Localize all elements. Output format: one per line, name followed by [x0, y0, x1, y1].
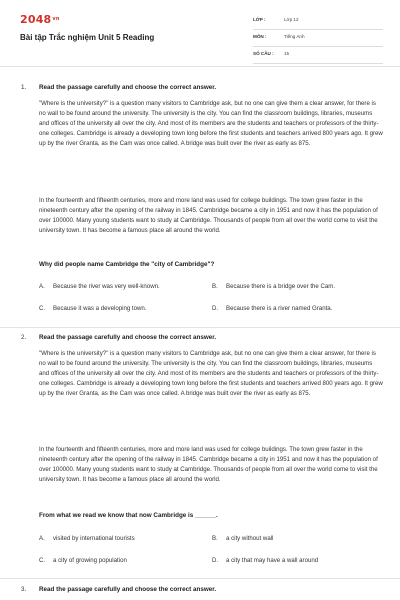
meta-label-class: LỚP :: [253, 17, 266, 22]
meta-label-count: SỐ CÂU :: [253, 51, 274, 56]
question-divider: [0, 578, 400, 579]
option-text: Because there is a bridge over the Cam.: [226, 283, 336, 290]
passage-paragraph-1: "Where is the university?" is a question many visitors to Cambridge ask, but no one can give them a clear answer, for there is no wall to be found around the university. The university is the city. You can find the classroom buildings, libraries, museums and offices of the university all over the city. And most of its members are the students and teachers or professors of the thirty-one colleges. Cambridge is already a developing town long before the first students and teachers arrived 800 years ago. It grew up by the river Granta, as the Cam was once called. A bridge was built over the river as early as 875.: [39, 350, 383, 397]
meta-row-class: [253, 13, 383, 30]
logo-suffix: vn: [52, 16, 60, 22]
question-divider: [0, 327, 400, 328]
answer-option-b[interactable]: [212, 283, 335, 290]
meta-row-subject: [253, 30, 383, 47]
document-title: Bài tập Trắc nghiệm Unit 5 Reading: [20, 33, 155, 42]
question-instruction: Read the passage carefully and choose the correct answer.: [39, 586, 217, 593]
page-header: [0, 0, 400, 64]
header-divider: [0, 66, 400, 67]
passage-paragraph-1: "Where is the university?" is a question many visitors to Cambridge ask, but no one can give them a clear answer, for there is no wall to be found around the university. The university is the city. You can find the classroom buildings, libraries, museums and offices of the university all over the city. And most of its members are the students and teachers or professors of the thirty-one colleges. Cambridge is already a developing town long before the first students and teachers arrived 800 years ago. It grew up by the river Granta, as the Cam was once called. A bridge was built over the river as early as 875.: [39, 100, 383, 147]
question-number: 2.: [21, 334, 27, 341]
option-letter: A.: [39, 283, 45, 290]
option-letter: A.: [39, 535, 45, 542]
option-letter: B.: [212, 535, 218, 542]
answer-option-c[interactable]: [39, 305, 147, 312]
question-instruction: Read the passage carefully and choose the correct answer.: [39, 84, 217, 91]
answer-option-a[interactable]: [39, 283, 160, 290]
passage-paragraph-2: In the fourteenth and fifteenth centuries, more and more land was used for college buildings. The town grew faster in the nineteenth century after the opening of the railway in 1845. Cambridge became a city in 1951 and now it has the population of over 100000. Many young students want to study at Cambridge. Thousands of people from all over the world come to visit the university town. It has become a famous place all around the world.: [39, 197, 378, 234]
option-text: a city of growing population: [53, 557, 127, 564]
question-number: 1.: [21, 84, 27, 91]
option-text: a city that may have a wall around: [226, 557, 319, 564]
logo-text: 2048: [20, 13, 52, 26]
option-text: Because there is a river named Granta.: [226, 305, 333, 312]
meta-value-class: Lớp 12: [284, 17, 299, 22]
option-letter: C.: [39, 557, 46, 564]
question-instruction: Read the passage carefully and choose the correct answer.: [39, 334, 217, 341]
answer-option-d[interactable]: [212, 305, 332, 312]
option-letter: C.: [39, 305, 46, 312]
option-letter: B.: [212, 283, 218, 290]
question-number: 3.: [21, 586, 27, 593]
option-text: Because the river was very well-known.: [53, 283, 160, 290]
option-letter: D.: [212, 557, 219, 564]
passage-paragraph-2: In the fourteenth and fifteenth centuries, more and more land was used for college buildings. The town grew faster in the nineteenth century after the opening of the railway in 1845. Cambridge became a city in 1951 and now it has the population of over 100000. Many young students want to study at Cambridge. Thousands of people from all over the world come to visit the university town. It has become a famous place all around the world.: [39, 446, 378, 483]
question-prompt: Why did people name Cambridge the "city of Cambridge"?: [39, 261, 215, 268]
answer-option-b[interactable]: [212, 535, 273, 542]
option-letter: D.: [212, 305, 219, 312]
meta-row-count: [253, 47, 383, 64]
meta-label-subject: MÔN :: [253, 34, 267, 39]
option-text: Because it was a developing town.: [53, 305, 147, 312]
option-text: a city without wall: [226, 535, 274, 542]
answer-option-c[interactable]: [39, 557, 127, 564]
meta-value-subject: Tiếng Anh: [284, 34, 305, 39]
answer-option-a[interactable]: [39, 535, 135, 542]
question-prompt: From what we read we know that now Cambridge is ______.: [39, 512, 218, 519]
meta-value-count: 15: [284, 51, 290, 56]
answer-option-d[interactable]: [212, 557, 318, 564]
option-text: visited by international tourists: [53, 535, 135, 542]
site-logo[interactable]: [20, 13, 60, 26]
meta-info-table: [253, 13, 383, 64]
